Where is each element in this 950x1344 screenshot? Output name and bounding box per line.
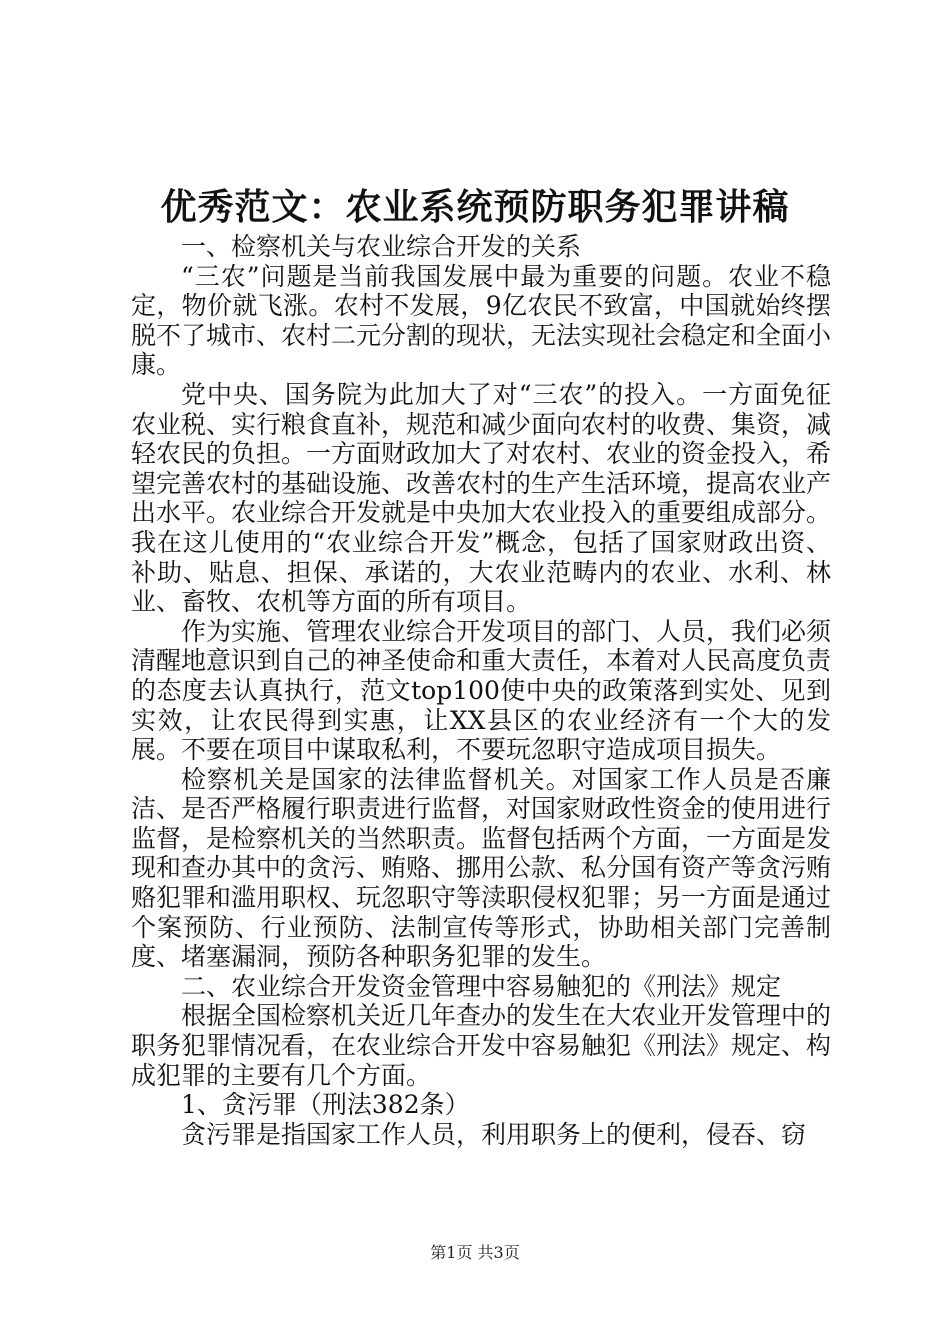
document-title: 优秀范文：农业系统预防职务犯罪讲稿 [160,186,790,228]
paragraph: 贪污罪是指国家工作人员，利用职务上的便利，侵吞、窃 [181,1119,807,1149]
document-body [131,232,831,1149]
paragraph: 党中央、国务院为此加大了对“三农”的投入。一方面免征农业税、实行粮食直补，规范和减少面向农村的收费、集资，减轻农民的负担。一方面财政加大了对农村、农业的资金投入，希望完善农村的基础设施、改善农村的生产生活环境，提高农业产出水平。农业综合开发就是中央加大农业投入的重要组成部分。我在这儿使用的“农业综合开发”概念，包括了国家财政出资、补助、贴息、担保、承诺的，大农业范畴内的农业、水利、林业、畜牧、农机等方面的所有项目。 [131,379,832,617]
paragraph: 检察机关是国家的法律监督机关。对国家工作人员是否廉洁、是否严格履行职责进行监督，对国家财政性资金的使用进行监督，是检察机关的当然职责。监督包括两个方面，一方面是发现和查办其中的贪污、贿赂、挪用公款、私分国有资产等贪污贿赂犯罪和滥用职权、玩忽职守等渎职侵权犯罪；另一方面是通过个案预防、行业预防、法制宣传等形式，协助相关部门完善制度、堵塞漏洞，预防各种职务犯罪的发生。 [131,764,832,972]
paragraph: 作为实施、管理农业综合开发项目的部门、人员，我们必须清醒地意识到自己的神圣使命和重大责任，本着对人民高度负责的态度去认真执行，范文top100使中央的政策落到实处、见到实效，让农民得到实惠，让XX县区的农业经济有一个大的发展。不要在项目中谋取私利，不要玩忽职守造成项目损失。 [131,616,832,765]
subsection-heading: 1、贪污罪（刑法382条） [181,1090,470,1120]
section-heading-1: 一、检察机关与农业综合开发的关系 [181,232,582,261]
section-heading-2: 二、农业综合开发资金管理中容易触犯的《刑法》规定 [181,971,782,1001]
paragraph: “三农”问题是当前我国发展中最为重要的问题。农业不稳定，物价就飞涨。农村不发展，9亿农民不致富，中国就始终摆脱不了城市、农村二元分割的现状，无法实现社会稳定和全面小康。 [131,261,832,380]
page-number-footer: 第1页 共3页 [430,1243,520,1262]
paragraph: 根据全国检察机关近几年查办的发生在大农业开发管理中的职务犯罪情况看，在农业综合开发中容易触犯《刑法》规定、构成犯罪的主要有几个方面。 [131,1001,832,1090]
